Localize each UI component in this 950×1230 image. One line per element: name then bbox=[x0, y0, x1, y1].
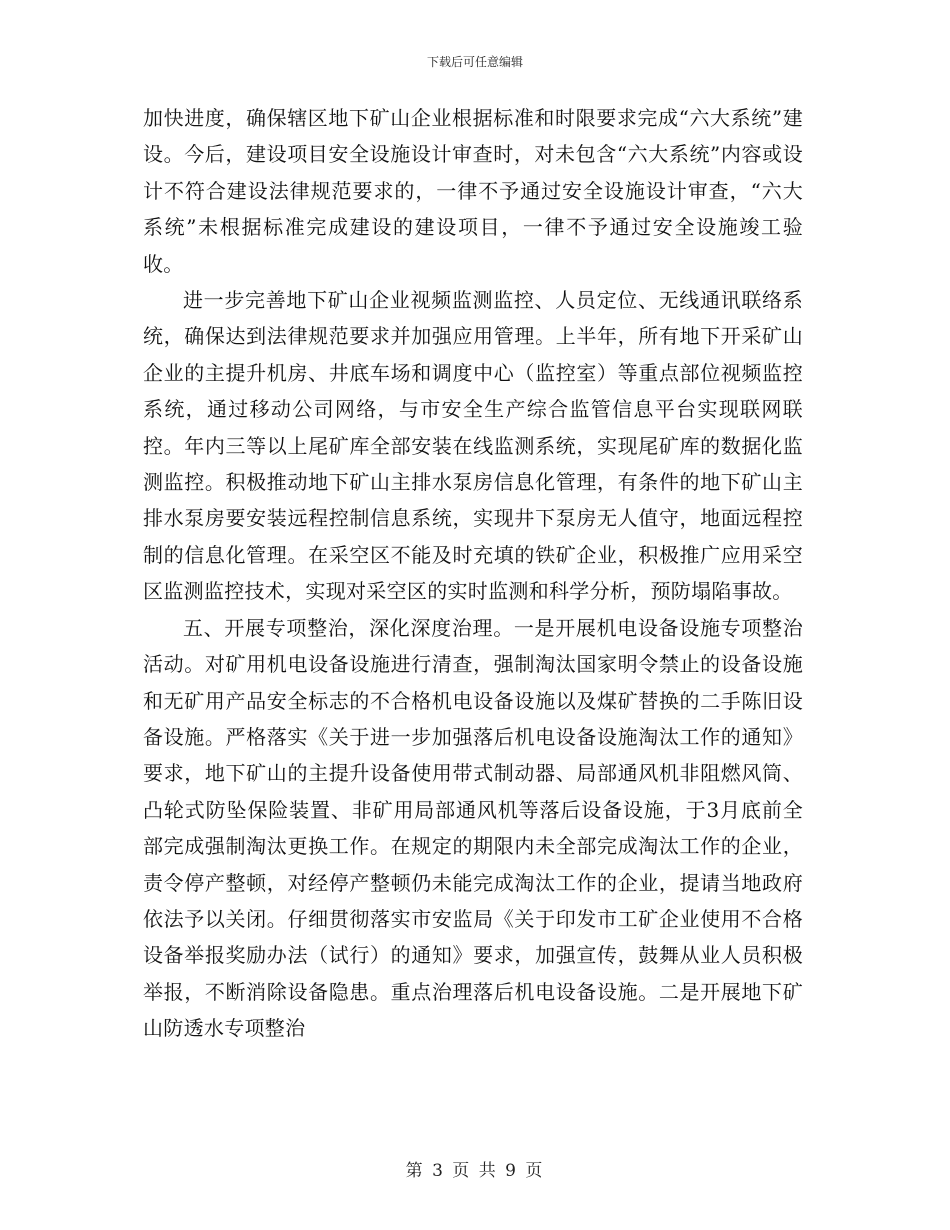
document-body bbox=[143, 100, 803, 1047]
page-header bbox=[0, 53, 950, 70]
paragraph-1: 加快进度，确保辖区地下矿山企业根据标准和时限要求完成“六大系统”建设。今后，建设项目安全设施设计审查时，对未包含“六大系统”内容或设计不符合建设法律规范要求的，一律不予通过安全设施设计审查，“六大系统”未根据标准完成建设的建设项目，一律不予通过安全设施竣工验收。 bbox=[143, 106, 803, 276]
page-number: 第 3 页 共 9 页 bbox=[405, 1161, 545, 1181]
header-note: 下载后可任意编辑 bbox=[426, 55, 523, 69]
page-footer bbox=[0, 1156, 950, 1181]
paragraph-2: 进一步完善地下矿山企业视频监测监控、人员定位、无线通讯联络系统，确保达到法律规范要求并加强应用管理。上半年，所有地下开采矿山企业的主提升机房、井底车场和调度中心（监控室）等重点部位视频监控系统，通过移动公司网络，与市安全生产综合监管信息平台实现联网联控。年内三等以上尾矿库全部安装在线监测系统，实现尾矿库的数据化监测监控。积极推动地下矿山主排水泵房信息化管理，有条件的地下矿山主排水泵房要安装远程控制信息系统，实现井下泵房无人值守，地面远程控制的信息化管理。在采空区不能及时充填的铁矿企业，积极推广应用采空区监测监控技术，实现对采空区的实时监测和科学分析，预防塌陷事故。 bbox=[143, 288, 803, 604]
paragraph-3: 五、开展专项整治，深化深度治理。一是开展机电设备设施专项整治活动。对矿用机电设备设施进行清查，强制淘汰国家明令禁止的设备设施和无矿用产品安全标志的不合格机电设备设施以及煤矿替换的二手陈旧设备设施。严格落实《关于进一步加强落后机电设备设施淘汰工作的通知》要求，地下矿山的主提升设备使用带式制动器、局部通风机非阻燃风筒、凸轮式防坠保险装置、非矿用局部通风机等落后设备设施，于3月底前全部完成强制淘汰更换工作。在规定的期限内未全部完成淘汰工作的企业，责令停产整顿，对经停产整顿仍未能完成淘汰工作的企业，提请当地政府依法予以关闭。仔细贯彻落实市安监局《关于印发市工矿企业使用不合格设备举报奖励办法（试行）的通知》要求，加强宣传，鼓舞从业人员积极举报，不断消除设备隐患。重点治理落后机电设备设施。二是开展地下矿山防透水专项整治 bbox=[143, 615, 803, 1041]
